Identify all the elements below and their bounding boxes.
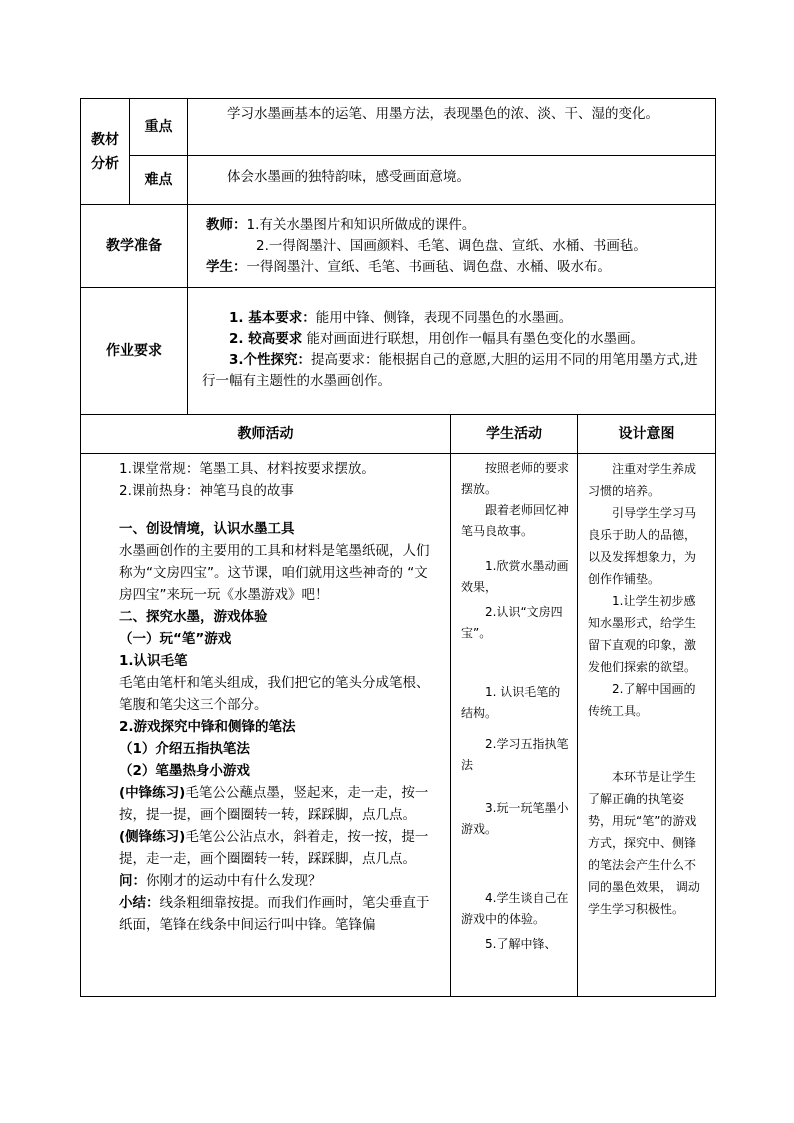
col-student-activity: 学生活动 (451, 415, 578, 454)
row-activity-body (81, 454, 716, 997)
homework-label: 作业要求 (81, 288, 188, 415)
row-key-point (81, 99, 716, 156)
teacher-heading-7: （2）笔墨热身小游戏 (119, 763, 250, 779)
prep-student-text: 一得阁墨汁、宣纸、毛笔、书画毡、调色盘、水桶、吸水布。 (246, 259, 611, 275)
row-preparation (81, 205, 716, 288)
key-point-cell (188, 99, 716, 156)
teacher-text-6 (119, 826, 440, 870)
student-item-4: 2.认识“文房四宝”。 (461, 605, 563, 640)
teacher-text-4: 毛笔由笔杆和笔头组成，我们把它的笔头分成笔根、笔腹和笔尖这三个部分。 (119, 675, 430, 713)
homework-req-3-text: 提高要求：能根据自己的意愿,大胆的运用不同的用笔用墨方式,进行一幅有主题性的水墨画创作。 (202, 352, 698, 389)
teacher-activity-cell (81, 454, 451, 997)
row-difficulty (81, 156, 716, 205)
preparation-label: 教学准备 (81, 205, 188, 288)
design-item-4: 2.了解中国画的传统工具。 (588, 682, 696, 718)
homework-req-1-label: 1. 基本要求： (229, 310, 316, 326)
design-item-3: 1.让学生初步感知水墨形式，给学生留下直观的印象，激发他们探索的欲望。 (588, 594, 697, 674)
design-item-2: 引导学生学习马良乐于助人的品德，以及发挥想象力，为创作作铺垫。 (588, 506, 697, 586)
teacher-text-8-label: 小结： (119, 895, 160, 911)
col-design-intent: 设计意图 (578, 415, 716, 454)
design-item-5: 本环节是让学生了解正确的执笔姿势，用玩“笔”的游戏方式，探究中、侧锋的笔法会产生什么不同的墨色效果， 调动学生学习积极性。 (588, 770, 700, 916)
student-item-7: 3.玩一玩笔墨小游戏。 (461, 801, 569, 836)
teacher-text-8 (119, 892, 440, 936)
teacher-text-8-body: 线条粗细靠按提。而我们作画时，笔尖垂直于纸面，笔锋在线条中间运行叫中锋。笔锋偏 (119, 895, 430, 933)
prep-student-line (206, 257, 711, 278)
difficulty-label: 难点 (130, 156, 188, 205)
prep-teacher-label: 教师： (206, 217, 247, 233)
teacher-text-6-label: (侧锋练习) (119, 829, 186, 845)
homework-req-2 (202, 329, 707, 350)
row-activity-headers (81, 415, 716, 454)
teacher-text-7-body: 你刚才的运动中有什么发现？ (146, 873, 322, 889)
teacher-text-5-body: 毛笔公公蘸点墨，竖起来，走一走，按一按，提一提，画个圈圈转一转，踩踩脚，点几点。 (119, 785, 429, 823)
teacher-text-5-label: (中锋练习) (119, 785, 186, 801)
homework-req-2-text: 能对画面进行联想，用创作一幅具有墨色变化的水墨画。 (302, 331, 645, 347)
homework-req-2-label: 2. 较高要求 (229, 331, 303, 347)
homework-req-3-label: 3.个性探究： (229, 352, 312, 368)
teacher-text-7-label: 问： (119, 873, 146, 889)
teacher-item-2: 2.课前热身：神笔马良的故事 (119, 483, 294, 499)
student-item-6: 2.学习五指执笔法 (461, 737, 569, 772)
difficulty-text: 体会水墨画的独特韵味，感受画面意境。 (227, 169, 470, 185)
lesson-plan-page (80, 98, 715, 997)
student-activity-cell (451, 454, 578, 997)
teacher-heading-4: 1.认识毛笔 (119, 653, 188, 669)
design-item-1: 注重对学生养成习惯的培养。 (588, 462, 697, 498)
design-intent-cell (578, 454, 716, 997)
teacher-heading-5: 2.游戏探究中锋和侧锋的笔法 (119, 719, 296, 735)
homework-cell (188, 288, 716, 415)
row-homework (81, 288, 716, 415)
prep-teacher-line (206, 215, 711, 236)
lesson-plan-table (80, 98, 716, 997)
key-point-label: 重点 (130, 99, 188, 156)
teacher-text-5 (119, 782, 440, 826)
homework-req-3 (202, 350, 707, 392)
teacher-heading-1: 一、创设情境，认识水墨工具 (119, 521, 295, 537)
teacher-heading-3: （一）玩“笔”游戏 (119, 631, 232, 647)
col-teacher-activity: 教师活动 (81, 415, 451, 454)
student-item-3: 1.欣赏水墨动画效果， (461, 559, 569, 594)
teacher-item-1: 1.课堂常规：笔墨工具、材料按要求摆放。 (119, 461, 375, 477)
prep-student-label: 学生： (206, 259, 247, 275)
prep-teacher-2: 2.一得阁墨汁、国画颜料、毛笔、调色盘、宣纸、水桶、书画毡。 (256, 238, 647, 254)
student-item-5: 1. 认识毛笔的结构。 (461, 685, 561, 720)
key-point-text: 学习水墨画基本的运笔、用墨方法，表现墨色的浓、淡、干、湿的变化。 (227, 106, 659, 122)
student-item-1: 按照老师的要求摆放。 (461, 461, 570, 496)
teacher-text-3: 水墨画创作的主要用的工具和材料是笔墨纸砚，人们称为“文房四宝”。这节课，咱们就用这些神奇的 “文房四宝”来玩一玩《水墨游戏》吧！ (119, 543, 430, 603)
teacher-text-7 (119, 870, 440, 892)
analysis-label: 教材分析 (81, 99, 130, 205)
teacher-heading-6: （1）介绍五指执笔法 (119, 741, 250, 757)
preparation-cell (188, 205, 716, 288)
student-item-9: 5.了解中锋、 (485, 937, 557, 951)
student-item-8: 4.学生谈自己在游戏中的体验。 (461, 891, 569, 926)
student-item-2: 跟着老师回忆神笔马良故事。 (461, 503, 570, 538)
prep-teacher-1: 1.有关水墨图片和知识所做成的课件。 (246, 217, 476, 233)
homework-req-1 (202, 308, 707, 329)
teacher-heading-2: 二、探究水墨，游戏体验 (119, 609, 268, 625)
difficulty-cell (188, 156, 716, 205)
teacher-text-6-body: 毛笔公公沾点水，斜着走，按一按，提一提，走一走，画个圈圈转一转，踩踩脚，点几点。 (119, 829, 429, 867)
homework-req-1-text: 能用中锋、侧锋，表现不同墨色的水墨画。 (315, 310, 573, 326)
